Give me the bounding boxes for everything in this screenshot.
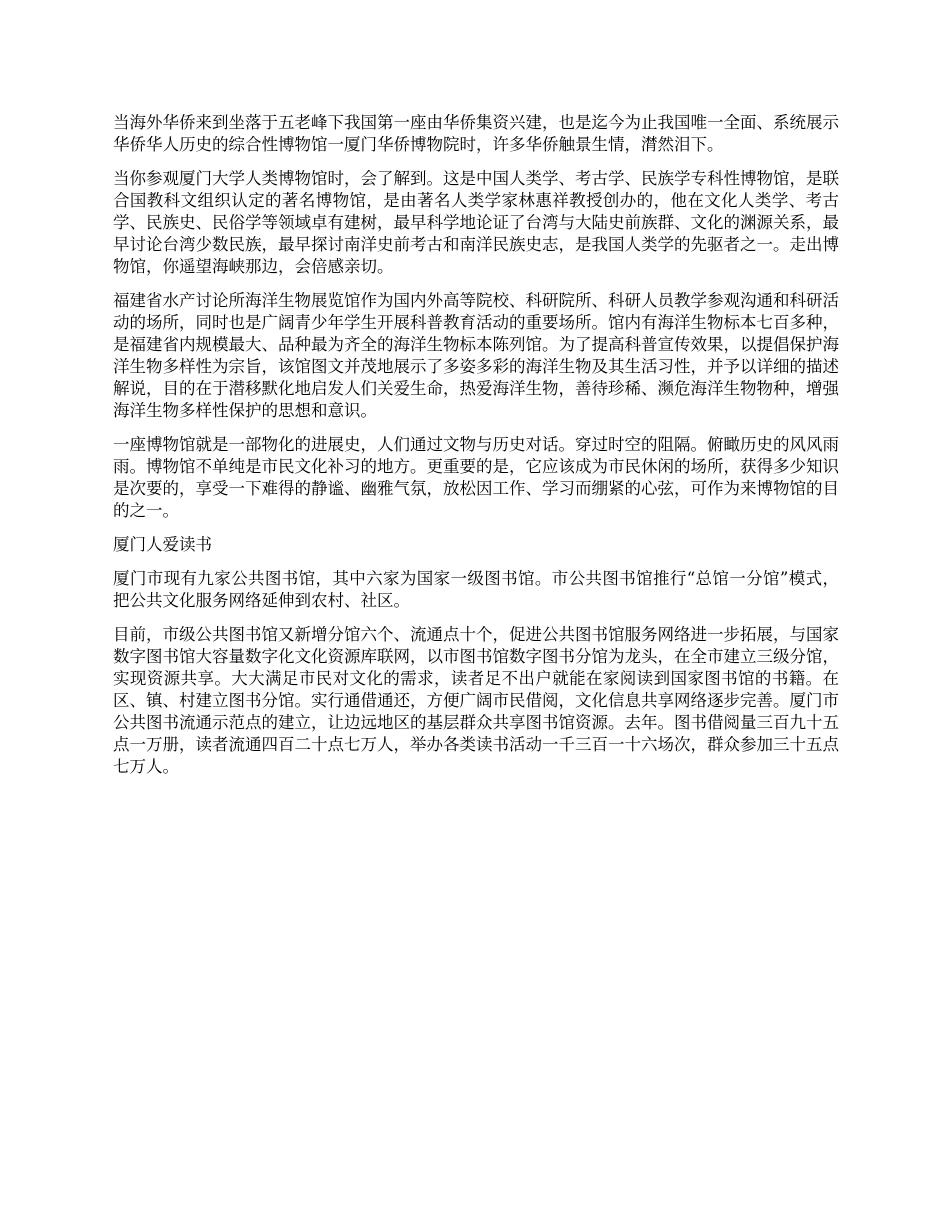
- document-body: [113, 112, 839, 790]
- section-heading: 厦门人爱读书: [113, 535, 212, 554]
- paragraph-museum-meaning: 一座博物馆就是一部物化的进展史，人们通过文物与历史对话。穿过时空的阻隔。俯瞰历史的风风雨雨。博物馆不单纯是市民文化补习的地方。更重要的是，它应该成为市民休闲的场所，获得多少知识是次要的，享受一下难得的静谧、幽雅气氛，放松因工作、学习而绷紧的心弦，可作为来博物馆的目的之一。: [113, 435, 839, 520]
- paragraph-public-libraries: 厦门市现有九家公共图书馆，其中六家为国家一级图书馆。市公共图书馆推行“总馆一分馆”模式，把公共文化服务网络延伸到农村、社区。: [113, 569, 839, 610]
- paragraph-overseas-chinese-museum: 当海外华侨来到坐落于五老峰下我国第一座由华侨集资兴建，也是迄今为止我国唯一全面、系统展示华侨华人历史的综合性博物馆一厦门华侨博物院时，许多华侨触景生情，潸然泪下。: [113, 113, 839, 154]
- paragraph-library-network: 目前，市级公共图书馆又新增分馆六个、流通点十个，促进公共图书馆服务网络进一步拓展，与国家数字图书馆大容量数字化文化资源库联网，以市图书馆数字图书分馆为龙头，在全市建立三级分馆，实现资源共享。大大满足市民对文化的需求，读者足不出户就能在家阅读到国家图书馆的书籍。在区、镇、村建立图书分馆。实行通借通还，方便广阔市民借阅，文化信息共享网络逐步完善。厦门市公共图书流通示范点的建立，让边远地区的基层群众共享图书馆资源。去年。图书借阅量三百九十五点一万册，读者流通四百二十点七万人，举办各类读书活动一千三百一十六场次，群众参加三十五点七万人。: [113, 625, 839, 776]
- paragraph-marine-biology-exhibition: 福建省水产讨论所海洋生物展览馆作为国内外高等院校、科研院所、科研人员教学参观沟通和科研活动的场所，同时也是广阔青少年学生开展科普教育活动的重要场所。馆内有海洋生物标本七百多种，是福建省内规模最大、品种最为齐全的海洋生物标本陈列馆。为了提高科普宣传效果，以提倡保护海洋生物多样性为宗旨，该馆图文并茂地展示了多姿多彩的海洋生物及其生活习性，并予以详细的描述解说，目的在于潜移默化地启发人们关爱生命，热爱海洋生物，善待珍稀、濒危海洋生物物种，增强海洋生物多样性保护的思想和意识。: [113, 291, 839, 420]
- paragraph-anthropology-museum: 当你参观厦门大学人类博物馆时，会了解到。这是中国人类学、考古学、民族学专科性博物馆，是联合国教科文组织认定的著名博物馆，是由著名人类学家林惠祥教授创办的，他在文化人类学、考古学、民族史、民俗学等领域卓有建树，最早科学地论证了台湾与大陆史前族群、文化的渊源关系，最早讨论台湾少数民族，最早探讨南洋史前考古和南洋民族史志，是我国人类学的先驱者之一。走出博物馆，你遥望海峡那边，会倍感亲切。: [113, 169, 839, 276]
